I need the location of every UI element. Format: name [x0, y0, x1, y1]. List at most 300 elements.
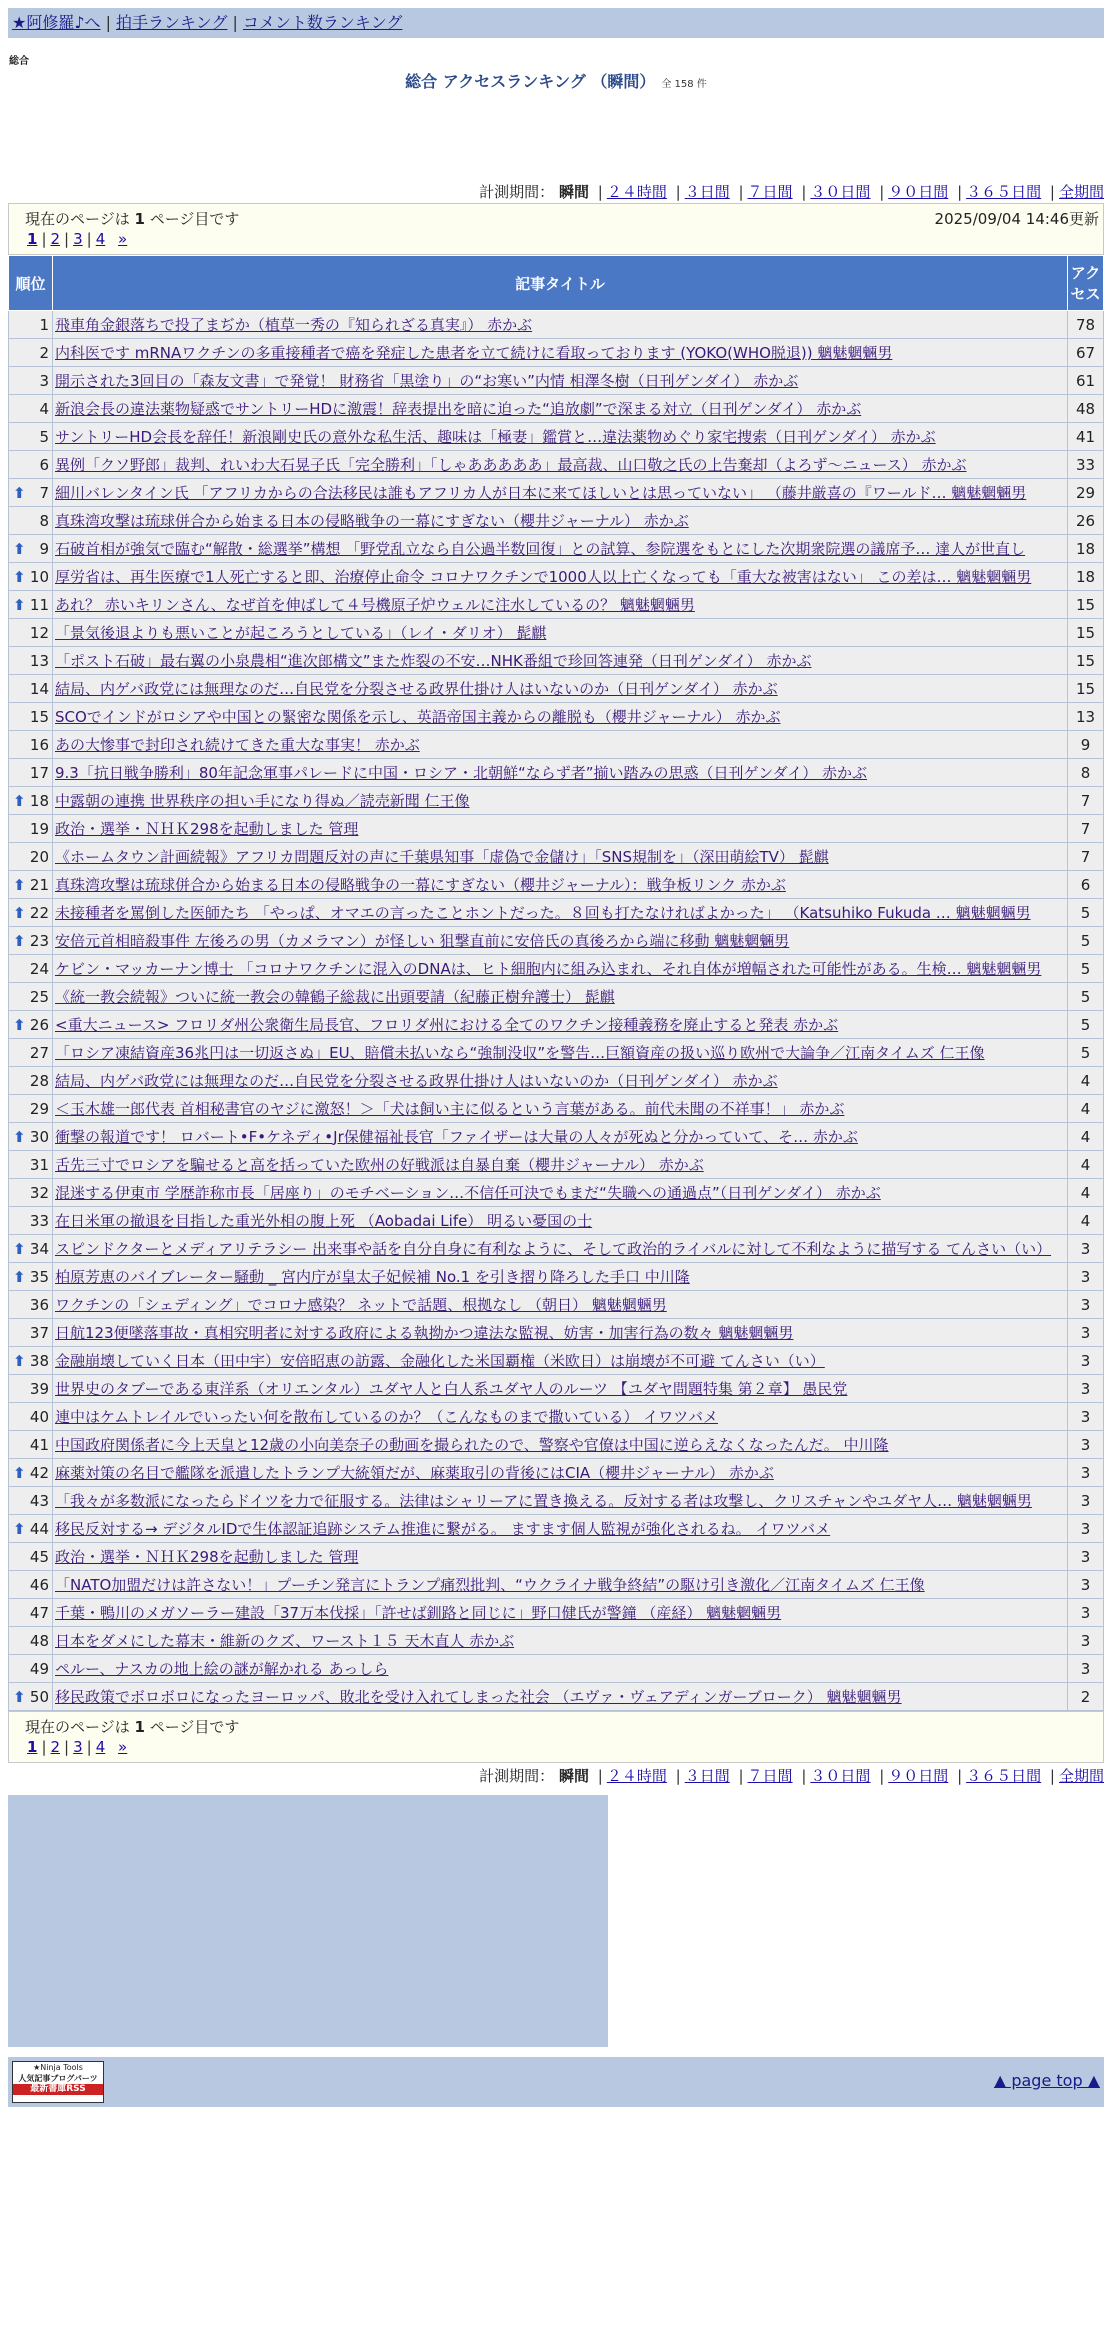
rank-cell — [9, 1095, 53, 1123]
article-title-link[interactable]: 「ロシア凍結資産36兆円は一切返さぬ」EU、賠償未払いなら“強制没収”を警告…巨額資産の扱い巡り欧州で大論争／江南タイムズ 仁王像 — [55, 1043, 985, 1062]
title-cell — [53, 1123, 1068, 1151]
period-7d[interactable]: ７日間 — [747, 1767, 793, 1785]
article-title-link[interactable]: あの大惨事で封印され続けてきた重大な事実！ 赤かぶ — [55, 735, 420, 754]
period-current: 瞬間 — [558, 1767, 589, 1785]
access-count: 3 — [1068, 1599, 1104, 1627]
period-separator: | — [738, 183, 744, 201]
article-title-link[interactable]: 連中はケムトレイルでいったい何を散布しているのか？（こんなものまで撒いている） イワツバメ — [55, 1407, 718, 1426]
article-title-link[interactable]: 石破首相が強気で臨む“解散・総選挙”構想 「野党乱立なら自公過半数回復」との試算、参院選をもとにした次期衆院選の議席予… 達人が世直し — [55, 539, 1026, 558]
current-page-text-bottom — [25, 1716, 239, 1737]
period-30d[interactable]: ３０日間 — [810, 183, 871, 201]
rank-number: 47 — [29, 1603, 49, 1622]
access-count: 5 — [1068, 1039, 1104, 1067]
article-title-link[interactable]: 衝撃の報道です！ ロバート•F•ケネディ•Jr保健福祉長官「ファイザーは大量の人々が死ぬと分かっていて、そ… 赤かぶ — [55, 1127, 858, 1146]
access-count: 3 — [1068, 1515, 1104, 1543]
title-cell — [53, 1459, 1068, 1487]
access-count: 4 — [1068, 1123, 1104, 1151]
title-cell — [53, 871, 1068, 899]
article-title-link[interactable]: ＜玉木雄一郎代表 首相秘書官のヤジに激怒！＞「犬は飼い主に似るという言葉がある。前代未聞の不祥事！」 赤かぶ — [55, 1099, 845, 1118]
table-row — [9, 1067, 1104, 1095]
title-cell — [53, 955, 1068, 983]
ranking-table — [8, 255, 1104, 1711]
title-cell — [53, 1235, 1068, 1263]
period-separator: | — [879, 183, 885, 201]
table-row — [9, 1431, 1104, 1459]
article-title-link[interactable]: あれ？ 赤いキリンさん、なぜ首を伸ばして４号機原子炉ウェルに注水しているの？ 魑魅魍魎男 — [55, 595, 695, 614]
rank-number: 34 — [29, 1239, 49, 1258]
column-title: 記事タイトル — [53, 256, 1068, 311]
article-title-link[interactable]: 「景気後退よりも悪いことが起ころうとしている」（レイ・ダリオ） 髭麒 — [55, 623, 547, 642]
rank-cell — [9, 647, 53, 675]
rank-up-arrow-icon: ⬆ — [13, 567, 26, 586]
title-cell — [53, 787, 1068, 815]
title-cell — [53, 1515, 1068, 1543]
rank-number: 50 — [29, 1687, 49, 1706]
table-row — [9, 1459, 1104, 1487]
page-link-4[interactable]: 4 — [95, 230, 106, 248]
article-title-link[interactable]: スピンドクターとメディアリテラシー 出来事や話を自分自身に有利なように、そして政治的ライバルに対して不利なように描写する てんさい（い） — [55, 1239, 1052, 1258]
page-suffix: ページ目です — [149, 1718, 240, 1736]
table-row — [9, 1039, 1104, 1067]
access-count: 15 — [1068, 619, 1104, 647]
page-link-4[interactable]: 4 — [95, 1738, 106, 1756]
period-365d[interactable]: ３６５日間 — [966, 183, 1042, 201]
article-title-link[interactable]: サントリーHD会長を辞任！新浪剛史氏の意外な私生活、趣味は「極妻」鑑賞と…違法薬物めぐり家宅捜索（日刊ゲンダイ） 赤かぶ — [55, 427, 936, 446]
access-count: 4 — [1068, 1151, 1104, 1179]
page-link-3[interactable]: 3 — [73, 1738, 83, 1756]
rank-number: 41 — [29, 1435, 49, 1454]
period-all[interactable]: 全期間 — [1058, 1767, 1104, 1785]
period-selector-bottom — [8, 1765, 1104, 1787]
table-row — [9, 1515, 1104, 1543]
article-title-link[interactable]: 移民政策でボロボロになったヨーロッパ、敗北を受け入れてしまった社会 （エヴァ・ヴェアディンガーブローク） 魑魅魍魎男 — [55, 1687, 902, 1706]
rank-cell — [9, 1627, 53, 1655]
rank-cell — [9, 787, 53, 815]
table-row — [9, 619, 1104, 647]
access-count: 33 — [1068, 451, 1104, 479]
top-navigation — [8, 8, 1104, 38]
rank-number: 16 — [29, 735, 49, 754]
title-cell — [53, 1011, 1068, 1039]
rank-number: 32 — [29, 1183, 49, 1202]
table-row — [9, 955, 1104, 983]
article-title-link[interactable]: 異例「クソ野郎」裁判、れいわ大石晃子氏「完全勝利」「しゃあああああ」最高裁、山口敬之氏の上告棄却（よろず〜ニュース） 赤かぶ — [55, 455, 967, 474]
title-cell — [53, 703, 1068, 731]
table-row — [9, 311, 1104, 339]
article-title-link[interactable]: 開示された3回目の「森友文書」で発覚！ 財務省「黒塗り」の“お寒い”内情 相澤冬樹（日刊ゲンダイ） 赤かぶ — [55, 371, 799, 390]
access-count: 4 — [1068, 1095, 1104, 1123]
article-title-link[interactable]: 日本をダメにした幕末・維新のクズ、ワースト１５ 天木直人 赤かぶ — [55, 1631, 515, 1650]
page-text: 現在のページは — [25, 210, 130, 228]
current-page-text — [25, 208, 239, 229]
period-separator: | — [675, 183, 681, 201]
page-link-1[interactable]: 1 — [27, 1738, 38, 1756]
table-row — [9, 1151, 1104, 1179]
access-count: 3 — [1068, 1431, 1104, 1459]
pager-separator: | — [41, 1738, 47, 1756]
pager-space — [105, 1738, 118, 1756]
access-count: 29 — [1068, 479, 1104, 507]
article-title-link[interactable]: 柏原芳恵のバイブレーター騒動 _ 宮内庁が皇太子妃候補 No.1 を引き摺り降ろした手口 中川隆 — [55, 1267, 690, 1286]
pager-separator: | — [41, 230, 47, 248]
rank-cell — [9, 1319, 53, 1347]
rank-cell — [9, 731, 53, 759]
rank-number: 15 — [29, 707, 49, 726]
article-title-link[interactable]: 安倍元首相暗殺事件 左後ろの男（カメラマン）が怪しい 狙撃直前に安倍氏の真後ろから端に移動 魑魅魍魎男 — [55, 931, 790, 950]
access-count: 3 — [1068, 1403, 1104, 1431]
table-row — [9, 1123, 1104, 1151]
table-row — [9, 479, 1104, 507]
article-title-link[interactable]: 中露朝の連携 世界秩序の担い手になり得ぬ／読売新聞 仁王像 — [55, 791, 470, 810]
rank-number: 31 — [29, 1155, 49, 1174]
title-cell — [53, 1375, 1068, 1403]
article-title-link[interactable]: SCOでインドがロシアや中国との緊密な関係を示し、英語帝国主義からの離脱も（櫻井ジャーナル） 赤かぶ — [55, 707, 781, 726]
ad-area — [8, 1795, 608, 2047]
home-link[interactable]: ★阿修羅♪へ — [12, 13, 101, 32]
rank-cell — [9, 1375, 53, 1403]
article-title-link[interactable]: ペルー、ナスカの地上絵の謎が解かれる あっしら — [55, 1659, 389, 1678]
rank-number: 21 — [29, 875, 49, 894]
table-row — [9, 1571, 1104, 1599]
title-cell — [53, 1179, 1068, 1207]
rank-up-arrow-icon: ⬆ — [13, 791, 26, 810]
access-count: 4 — [1068, 1179, 1104, 1207]
table-row — [9, 1627, 1104, 1655]
rank-cell — [9, 703, 53, 731]
article-title-link[interactable]: ワクチンの「シェディング」でコロナ感染？ ネットで話題、根拠なし （朝日） 魑魅魍魎男 — [55, 1295, 667, 1314]
period-all[interactable]: 全期間 — [1058, 183, 1104, 201]
title-cell — [53, 1263, 1068, 1291]
article-title-link[interactable]: 「NATO加盟だけは許さない！」プーチン発言にトランプ痛烈批判、“ウクライナ戦争終結”の駆け引き激化／江南タイムズ 仁王像 — [55, 1575, 925, 1594]
access-count: 5 — [1068, 927, 1104, 955]
period-separator: | — [597, 1767, 603, 1785]
rank-cell — [9, 871, 53, 899]
period-separator: | — [1049, 183, 1055, 201]
article-title-link[interactable]: 飛車角金銀落ちで投了まぢか（植草一秀の『知られざる真実』） 赤かぶ — [55, 315, 533, 334]
rank-cell — [9, 759, 53, 787]
access-count: 61 — [1068, 367, 1104, 395]
table-row — [9, 1487, 1104, 1515]
title-cell — [53, 1627, 1068, 1655]
table-row — [9, 815, 1104, 843]
logo-sub-text: 最新書庫RSS — [13, 2084, 103, 2095]
rank-cell — [9, 899, 53, 927]
article-title-link[interactable]: 9.3「抗日戦争勝利」80年記念軍事パレードに中国・ロシア・北朝鮮“ならず者”揃い踏みの思惑（日刊ゲンダイ） 赤かぶ — [55, 763, 868, 782]
title-cell — [53, 1571, 1068, 1599]
rank-up-arrow-icon: ⬆ — [13, 1267, 26, 1286]
title-cell — [53, 1095, 1068, 1123]
rank-number: 27 — [29, 1043, 49, 1062]
rank-number: 39 — [29, 1379, 49, 1398]
page-text: 現在のページは — [25, 1718, 130, 1736]
rank-cell — [9, 1151, 53, 1179]
title-cell — [53, 1487, 1068, 1515]
period-current: 瞬間 — [558, 183, 589, 201]
rank-cell — [9, 395, 53, 423]
article-title-link[interactable]: 麻薬対策の名目で艦隊を派遣したトランプ大統領だが、麻薬取引の背後にはCIA（櫻井ジャーナル） 赤かぶ — [55, 1463, 774, 1482]
table-row — [9, 1179, 1104, 1207]
access-count: 4 — [1068, 1207, 1104, 1235]
title-cell — [53, 1347, 1068, 1375]
period-90d[interactable]: ９０日間 — [888, 183, 949, 201]
rank-number: 33 — [29, 1211, 49, 1230]
period-7d[interactable]: ７日間 — [747, 183, 793, 201]
title-cell — [53, 311, 1068, 339]
table-row — [9, 675, 1104, 703]
table-row — [9, 507, 1104, 535]
pager-separator: | — [86, 230, 92, 248]
rank-cell — [9, 1487, 53, 1515]
rank-number: 48 — [29, 1631, 49, 1650]
rank-cell — [9, 1515, 53, 1543]
access-count: 5 — [1068, 955, 1104, 983]
rank-number: 29 — [29, 1099, 49, 1118]
article-title-link[interactable]: 金融崩壊していく日本（田中宇）安倍昭恵の訪露、金融化した米国覇権（米欧日）は崩壊が不可避 てんさい（い） — [55, 1351, 825, 1370]
period-3d[interactable]: ３日間 — [684, 183, 730, 201]
article-title-link[interactable]: 《ホームタウン計画続報》アフリカ問題反対の声に千葉県知事「虚偽で金儲け」「SNS規制を」（深田萌絵TV） 髭麒 — [55, 847, 829, 866]
access-count: 7 — [1068, 843, 1104, 871]
rank-cell — [9, 1067, 53, 1095]
rank-cell — [9, 1011, 53, 1039]
rank-up-arrow-icon: ⬆ — [13, 875, 26, 894]
period-30d[interactable]: ３０日間 — [810, 1767, 871, 1785]
pager-space — [105, 230, 118, 248]
rank-up-arrow-icon: ⬆ — [13, 1351, 26, 1370]
access-count: 18 — [1068, 535, 1104, 563]
access-count: 8 — [1068, 759, 1104, 787]
page-link-next[interactable]: » — [118, 230, 128, 248]
article-title-link[interactable]: 移民反対する→ デジタルIDで生体認証追跡システム推進に繋がる。 ますます個人監視が強化されるね。 イワツバメ — [55, 1519, 831, 1538]
table-row — [9, 871, 1104, 899]
period-separator: | — [675, 1767, 681, 1785]
access-count: 3 — [1068, 1571, 1104, 1599]
title-cell — [53, 815, 1068, 843]
title-cell — [53, 591, 1068, 619]
title-cell — [53, 675, 1068, 703]
article-title-link[interactable]: 在日米軍の撤退を目指した重光外相の腹上死 （Aobadai Life） 明るい憂国の士 — [55, 1211, 593, 1230]
table-row — [9, 1207, 1104, 1235]
access-count: 7 — [1068, 787, 1104, 815]
period-separator: | — [957, 183, 963, 201]
period-label: 計測期間： — [479, 1767, 555, 1785]
rank-cell — [9, 675, 53, 703]
title-cell — [53, 1655, 1068, 1683]
table-row — [9, 1655, 1104, 1683]
period-90d[interactable]: ９０日間 — [888, 1767, 949, 1785]
pager-separator: | — [64, 1738, 70, 1756]
title-cell — [53, 983, 1068, 1011]
rank-number: 9 — [39, 539, 49, 558]
table-row — [9, 703, 1104, 731]
page-link-1[interactable]: 1 — [27, 230, 38, 248]
rank-up-arrow-icon: ⬆ — [13, 1463, 26, 1482]
page-info-top — [8, 203, 1104, 255]
rank-cell — [9, 339, 53, 367]
period-separator: | — [879, 1767, 885, 1785]
period-24h[interactable]: ２４時間 — [606, 183, 667, 201]
title-cell — [53, 647, 1068, 675]
title-cell — [53, 731, 1068, 759]
access-count: 78 — [1068, 311, 1104, 339]
access-count: 5 — [1068, 983, 1104, 1011]
page-link-2[interactable]: 2 — [50, 1738, 61, 1756]
access-count: 2 — [1068, 1683, 1104, 1711]
title-cell — [53, 1039, 1068, 1067]
table-row — [9, 367, 1104, 395]
rank-cell — [9, 1543, 53, 1571]
rank-up-arrow-icon: ⬆ — [13, 539, 26, 558]
rank-number: 10 — [29, 567, 49, 586]
access-count: 9 — [1068, 731, 1104, 759]
table-row — [9, 843, 1104, 871]
access-count: 18 — [1068, 563, 1104, 591]
rank-number: 36 — [29, 1295, 49, 1314]
rank-number: 13 — [29, 651, 49, 670]
page-top-link[interactable]: ▲ page top ▲ — [993, 2071, 1100, 2090]
period-separator: | — [801, 1767, 807, 1785]
access-count: 15 — [1068, 647, 1104, 675]
page-number: 1 — [134, 1718, 145, 1736]
comment-ranking-link[interactable]: コメント数ランキング — [242, 13, 403, 32]
article-title-link[interactable]: 新浪会長の違法薬物疑惑でサントリーHDに激震！辞表提出を暗に迫った“追放劇”で深まる対立（日刊ゲンダイ） 赤かぶ — [55, 399, 862, 418]
article-title-link[interactable]: 政治・選挙・ＮＨＫ298を起動しました 管理 — [55, 819, 359, 838]
period-separator: | — [597, 183, 603, 201]
period-separator: | — [801, 183, 807, 201]
period-separator: | — [738, 1767, 744, 1785]
article-title-link[interactable]: 混迷する伊東市 学歴詐称市長「居座り」のモチベーション…不信任可決でもまだ“失職への通過点”（日刊ゲンダイ） 赤かぶ — [55, 1183, 881, 1202]
article-title-link[interactable]: ケビン・マッカーナン博士 「コロナワクチンに混入のDNAは、ヒト細胞内に組み込まれ、それ自体が増幅された可能性がある。生検… 魑魅魍魎男 — [55, 959, 1042, 978]
rank-number: 35 — [29, 1267, 49, 1286]
rank-cell — [9, 1263, 53, 1291]
period-separator: | — [1049, 1767, 1055, 1785]
rank-cell — [9, 1291, 53, 1319]
access-count: 6 — [1068, 871, 1104, 899]
spacer — [0, 91, 1112, 181]
article-title-link[interactable]: 中国政府関係者に今上天皇と12歳の小向美奈子の動画を撮られたので、警察や官僚は中国に逆らえなくなったんだ。 中川隆 — [55, 1435, 889, 1454]
rank-number: 3 — [39, 371, 49, 390]
rank-number: 45 — [29, 1547, 49, 1566]
article-title-link[interactable]: 政治・選挙・ＮＨＫ298を起動しました 管理 — [55, 1547, 359, 1566]
rank-cell — [9, 1431, 53, 1459]
period-3d[interactable]: ３日間 — [684, 1767, 730, 1785]
rank-number: 37 — [29, 1323, 49, 1342]
rank-number: 30 — [29, 1127, 49, 1146]
period-separator: | — [957, 1767, 963, 1785]
rank-number: 40 — [29, 1407, 49, 1426]
rank-cell — [9, 843, 53, 871]
access-count: 67 — [1068, 339, 1104, 367]
article-title-link[interactable]: 真珠湾攻撃は琉球併合から始まる日本の侵略戦争の一幕にすぎない（櫻井ジャーナル）：戦争板リンク 赤かぶ — [55, 875, 786, 894]
access-count: 5 — [1068, 899, 1104, 927]
table-row — [9, 983, 1104, 1011]
period-365d[interactable]: ３６５日間 — [966, 1767, 1042, 1785]
ninja-tools-logo[interactable] — [12, 2061, 104, 2103]
rank-cell — [9, 311, 53, 339]
rank-cell — [9, 1571, 53, 1599]
access-count: 15 — [1068, 675, 1104, 703]
table-row — [9, 1403, 1104, 1431]
article-title-link[interactable]: 《統一教会続報》ついに統一教会の韓鶴子総裁に出頭要請（紀藤正樹弁護士） 髭麒 — [55, 987, 615, 1006]
rank-cell — [9, 1599, 53, 1627]
title-cell — [53, 451, 1068, 479]
rank-number: 19 — [29, 819, 49, 838]
access-count: 3 — [1068, 1375, 1104, 1403]
access-count: 41 — [1068, 423, 1104, 451]
page-link-2[interactable]: 2 — [50, 230, 61, 248]
rank-number: 14 — [29, 679, 49, 698]
title-cell — [53, 563, 1068, 591]
title-cell — [53, 479, 1068, 507]
access-count: 3 — [1068, 1655, 1104, 1683]
article-title-link[interactable]: 舌先三寸でロシアを騙せると高を括っていた欧州の好戦派は自暴自棄（櫻井ジャーナル） 赤かぶ — [55, 1155, 704, 1174]
table-row — [9, 787, 1104, 815]
pager-separator: | — [64, 230, 70, 248]
title-cell — [53, 927, 1068, 955]
rank-number: 2 — [39, 343, 49, 362]
article-title-link[interactable]: 「我々が多数派になったらドイツを力で征服する。法律はシャリーアに置き換える。反対する者は攻撃し、クリスチャンやユダヤ人… 魑魅魍魎男 — [55, 1491, 1032, 1510]
access-count: 4 — [1068, 1067, 1104, 1095]
article-title-link[interactable]: 結局、内ゲバ政党には無理なのだ…自民党を分裂させる政界仕掛け人はいないのか（日刊ゲンダイ） 赤かぶ — [55, 679, 778, 698]
article-title-link[interactable]: 細川バレンタイン氏 「アフリカからの合法移民は誰もアフリカ人が日本に来てほしいとは思っていない」 （藤井厳喜の『ワールド… 魑魅魍魎男 — [55, 483, 1027, 502]
clap-ranking-link[interactable]: 拍手ランキング — [115, 13, 228, 32]
logo-main-text: 人気記事ブログパーツ — [18, 2074, 98, 2083]
article-title-link[interactable]: 未接種者を罵倒した医師たち 「やっぱ、オマエの言ったことホントだった。８回も打たなければよかった」 （Katsuhiko Fukuda … 魑魅魍魎男 — [55, 903, 1031, 922]
rank-number: 22 — [29, 903, 49, 922]
table-row — [9, 927, 1104, 955]
pagination-bottom — [27, 1738, 127, 1756]
page-title-text: 総合 アクセスランキング （瞬間） — [405, 72, 656, 91]
rank-cell — [9, 423, 53, 451]
article-title-link[interactable]: <重大ニュース> フロリダ州公衆衛生局長官、フロリダ州における全てのワクチン接種義務を廃止すると発表 赤かぶ — [55, 1015, 839, 1034]
table-row — [9, 1095, 1104, 1123]
rank-up-arrow-icon: ⬆ — [13, 483, 26, 502]
article-title-link[interactable]: 厚労省は、再生医療で1人死亡すると即、治療停止命令 コロナワクチンで1000人以上亡くなっても「重大な被害はない」 この差は… 魑魅魍魎男 — [55, 567, 1032, 586]
access-count: 3 — [1068, 1235, 1104, 1263]
pagination-top — [27, 230, 127, 248]
column-access: アクセス — [1068, 256, 1104, 311]
article-title-link[interactable]: 「ポスト石破」最右翼の小泉農相“進次郎構文”また炸裂の不安…NHK番組で珍回答連発（日刊ゲンダイ） 赤かぶ — [55, 651, 812, 670]
rank-cell — [9, 1403, 53, 1431]
article-title-link[interactable]: 世界史のタブーである東洋系（オリエンタル）ユダヤ人と白人系ユダヤ人のルーツ 【ユダヤ問題特集 第２章】 愚民党 — [55, 1379, 848, 1398]
rank-up-arrow-icon: ⬆ — [13, 1687, 26, 1706]
table-row — [9, 1599, 1104, 1627]
table-row — [9, 1319, 1104, 1347]
period-24h[interactable]: ２４時間 — [606, 1767, 667, 1785]
rank-cell — [9, 367, 53, 395]
rank-cell — [9, 1123, 53, 1151]
table-row — [9, 591, 1104, 619]
title-cell — [53, 1207, 1068, 1235]
rank-up-arrow-icon: ⬆ — [13, 595, 26, 614]
access-count: 13 — [1068, 703, 1104, 731]
nav-separator: | — [232, 13, 238, 32]
table-row — [9, 451, 1104, 479]
rank-number: 1 — [39, 315, 49, 334]
article-title-link[interactable]: 結局、内ゲバ政党には無理なのだ…自民党を分裂させる政界仕掛け人はいないのか（日刊ゲンダイ） 赤かぶ — [55, 1071, 778, 1090]
article-title-link[interactable]: 真珠湾攻撃は琉球併合から始まる日本の侵略戦争の一幕にすぎない（櫻井ジャーナル） 赤かぶ — [55, 511, 689, 530]
article-title-link[interactable]: 日航123便墜落事故・真相究明者に対する政府による執拗かつ違法な監視、妨害・加害行為の数々 魑魅魍魎男 — [55, 1323, 794, 1342]
access-count: 3 — [1068, 1291, 1104, 1319]
rank-cell — [9, 955, 53, 983]
page-title — [0, 69, 1112, 91]
page-link-3[interactable]: 3 — [73, 230, 83, 248]
article-title-link[interactable]: 千葉・鴨川のメガソーラー建設「37万本伐採」「許せば釧路と同じに」野口健氏が警鐘 （産経） 魑魅魍魎男 — [55, 1603, 782, 1622]
rank-number: 12 — [29, 623, 49, 642]
page-link-next[interactable]: » — [118, 1738, 128, 1756]
table-row — [9, 1291, 1104, 1319]
article-title-link[interactable]: 内科医です mRNAワクチンの多重接種者で癌を発症した患者を立て続けに看取っております (YOKO(WHO脱退)) 魑魅魍魎男 — [55, 343, 893, 362]
table-row — [9, 759, 1104, 787]
